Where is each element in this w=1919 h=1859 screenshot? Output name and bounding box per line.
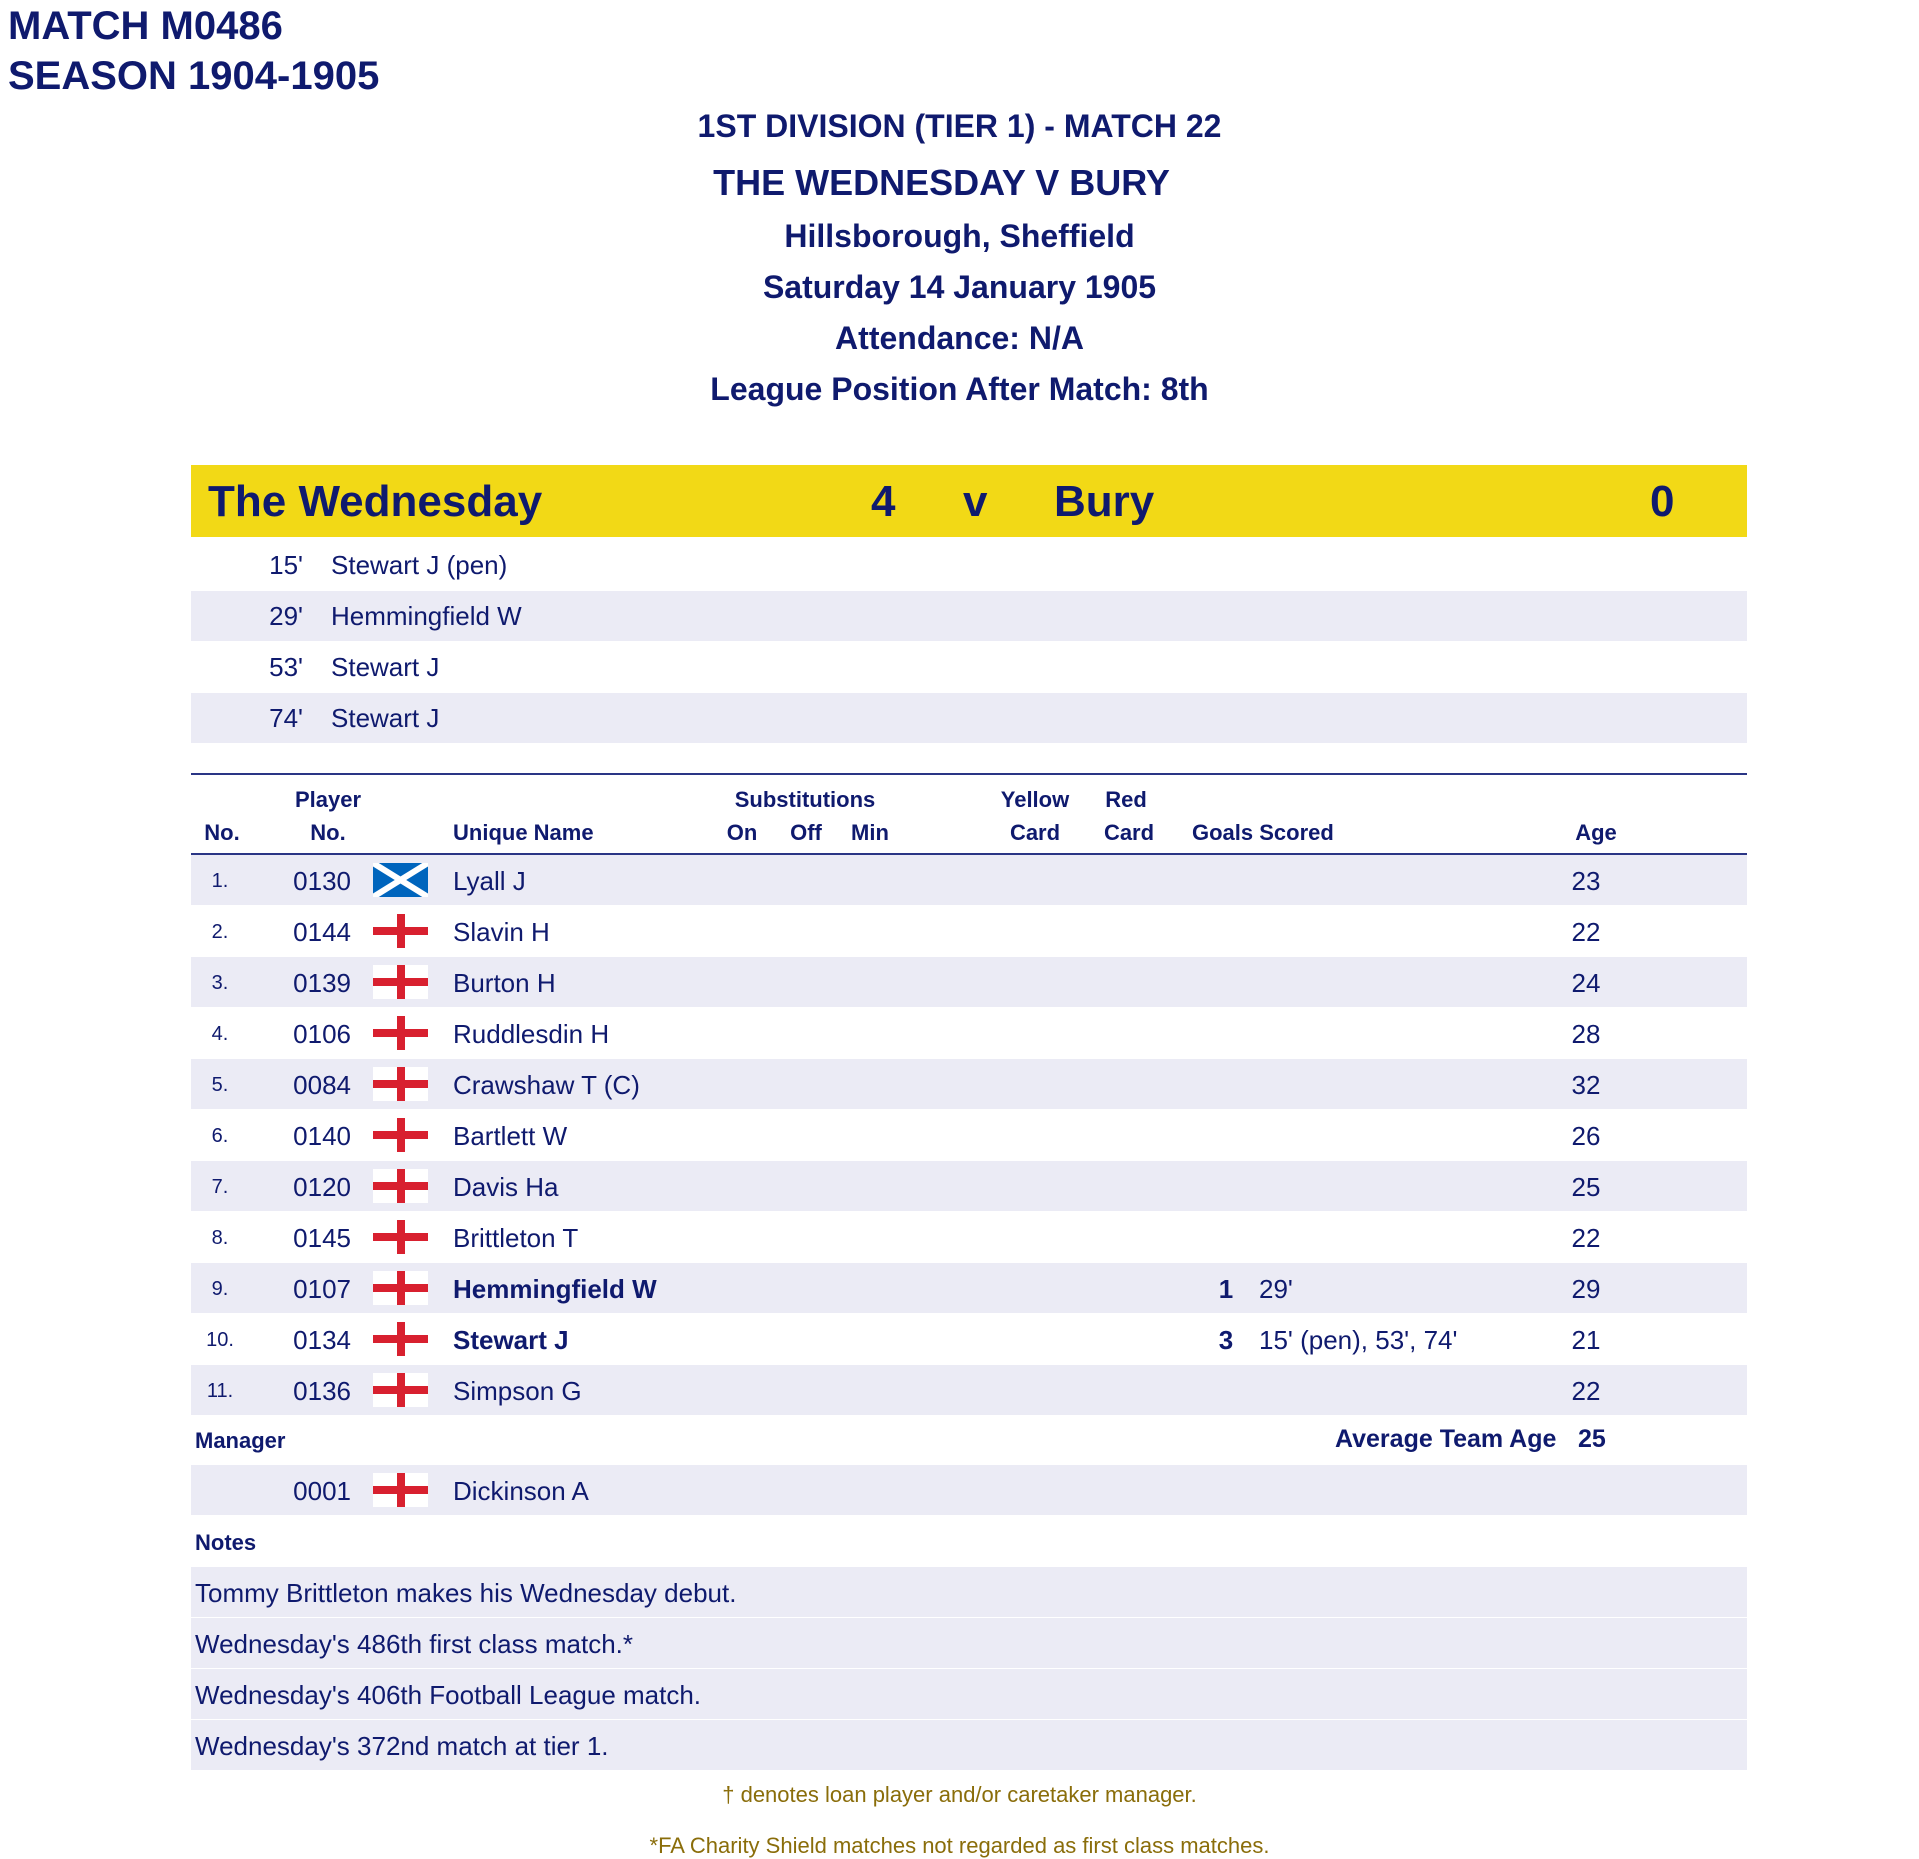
player-age: 22 [1571,1376,1601,1406]
player-number: 0106 [293,1019,351,1049]
player-number: 0136 [293,1376,351,1406]
col-sub-off: Off [790,820,822,845]
table-row [191,855,1747,905]
col-goals-scored: Goals Scored [1192,820,1334,845]
player-number: 0084 [293,1070,351,1100]
table-row [191,1110,1747,1160]
england-flag-icon [373,965,428,999]
player-age: 24 [1571,968,1601,998]
table-row [191,1365,1747,1415]
player-age: 32 [1571,1070,1601,1100]
england-flag-icon [373,1016,428,1050]
manager-label: Manager [195,1428,286,1453]
note-text: Wednesday's 406th Football League match. [195,1680,702,1710]
player-name: Hemmingfield W [453,1274,657,1304]
goal-count: 1 [1218,1274,1234,1304]
row-number: 9. [211,1278,229,1300]
competition-title: 1ST DIVISION (TIER 1) - MATCH 22 [697,108,1222,144]
england-flag-icon [373,1169,428,1203]
player-age: 23 [1571,866,1601,896]
away-goals: 0 [1650,477,1675,526]
player-age: 21 [1571,1325,1601,1355]
row-number: 5. [211,1074,229,1096]
goal-row [191,540,1747,590]
player-age: 29 [1571,1274,1601,1304]
player-number: 0130 [293,866,351,896]
england-flag-icon [373,1373,428,1407]
goal-minutes: 15' (pen), 53', 74' [1259,1325,1458,1355]
col-yellow: Yellow [1000,787,1070,812]
player-number: 0139 [293,968,351,998]
goal-scorer: Stewart J [331,652,440,682]
table-row [191,1212,1747,1262]
col-substitutions: Substitutions [734,787,876,812]
england-flag-icon [373,1118,428,1152]
charity-footnote: *FA Charity Shield matches not regarded as first class matches. [649,1833,1270,1858]
player-name: Burton H [453,968,556,998]
player-name: Ruddlesdin H [453,1019,610,1049]
england-flag-icon [373,1067,428,1101]
player-name: Bartlett W [453,1121,568,1151]
table-row [191,906,1747,956]
row-number: 1. [211,870,229,892]
player-name: Slavin H [453,917,550,947]
manager-name: Dickinson A [453,1476,589,1506]
goal-minute: 53' [269,652,303,682]
home-goals: 4 [871,477,896,526]
note-item [191,1720,1747,1770]
note-text: Wednesday's 486th first class match.* [195,1629,634,1659]
manager-row [191,1465,1747,1515]
away-team: Bury [1054,477,1155,526]
goal-scorer: Stewart J [331,703,440,733]
row-number: 8. [211,1227,229,1249]
notes-label: Notes [195,1530,257,1555]
player-age: 28 [1571,1019,1601,1049]
row-number: 6. [211,1125,229,1147]
player-name: Stewart J [453,1325,569,1355]
player-name: Brittleton T [453,1223,579,1253]
fixture-title: THE WEDNESDAY V BURY [713,162,1170,203]
player-number: 0144 [293,917,351,947]
col-sub-on: On [726,820,758,845]
england-flag-icon [373,1322,428,1356]
table-row [191,957,1747,1007]
goal-minute: 29' [269,601,303,631]
player-age: 22 [1571,1223,1601,1253]
goal-row [191,693,1747,743]
goal-minute: 15' [269,550,303,580]
scotland-flag-icon [373,863,428,897]
match-code: MATCH M0486 [8,4,283,48]
player-age: 25 [1571,1172,1601,1202]
england-flag-icon [373,1271,428,1305]
col-unique-name: Unique Name [453,820,594,845]
row-number: 4. [211,1023,229,1045]
row-number: 7. [211,1176,229,1198]
home-team: The Wednesday [208,477,543,526]
col-no: No. [204,820,240,845]
manager-number: 0001 [293,1476,351,1506]
player-name: Davis Ha [453,1172,559,1202]
note-item [191,1669,1747,1719]
row-number: 2. [211,921,229,943]
player-name: Simpson G [453,1376,582,1406]
score-bar [191,465,1747,537]
player-name: Lyall J [453,866,526,896]
goal-row [191,591,1747,641]
row-number: 10. [206,1329,234,1351]
versus: v [963,477,988,526]
player-number: 0145 [293,1223,351,1253]
england-flag-icon [373,1220,428,1254]
attendance: Attendance: N/A [835,320,1084,356]
loan-footnote: † denotes loan player and/or caretaker manager. [722,1782,1197,1807]
col-yellow-card: Card [1009,820,1061,845]
league-position: League Position After Match: 8th [710,371,1209,407]
player-number: 0140 [293,1121,351,1151]
col-red: Red [1105,787,1147,812]
england-flag-icon [373,914,428,948]
goal-scorer: Hemmingfield W [331,601,522,631]
table-row [191,1263,1747,1313]
col-red-card: Card [1103,820,1155,845]
goal-count: 3 [1218,1325,1234,1355]
note-text: Wednesday's 372nd match at tier 1. [195,1731,609,1761]
player-age: 26 [1571,1121,1601,1151]
note-text: Tommy Brittleton makes his Wednesday debut. [195,1578,737,1608]
player-number: 0107 [293,1274,351,1304]
table-row [191,1059,1747,1109]
table-row [191,1008,1747,1058]
col-sub-min: Min [851,820,889,845]
note-item [191,1618,1747,1668]
player-number: 0120 [293,1172,351,1202]
goal-scorer: Stewart J (pen) [331,550,508,580]
row-number: 3. [211,972,229,994]
venue: Hillsborough, Sheffield [784,218,1135,254]
note-item [191,1567,1747,1617]
goal-minute: 74' [269,703,303,733]
player-number: 0134 [293,1325,351,1355]
average-age-label: Average Team Age [1335,1425,1557,1453]
col-player-no: No. [310,820,346,845]
col-age: Age [1575,820,1617,845]
table-row [191,1314,1747,1364]
average-age-value: 25 [1578,1425,1606,1453]
match-date: Saturday 14 January 1905 [762,269,1157,305]
table-row [191,1161,1747,1211]
row-number: 11. [206,1380,234,1402]
table-top-rule [191,773,1747,775]
season: SEASON 1904-1905 [8,54,380,98]
england-flag-icon [373,1473,428,1507]
player-name: Crawshaw T (C) [453,1070,640,1100]
player-age: 22 [1571,917,1601,947]
goal-row [191,642,1747,692]
goal-minutes: 29' [1259,1274,1293,1304]
col-player: Player [294,787,362,812]
